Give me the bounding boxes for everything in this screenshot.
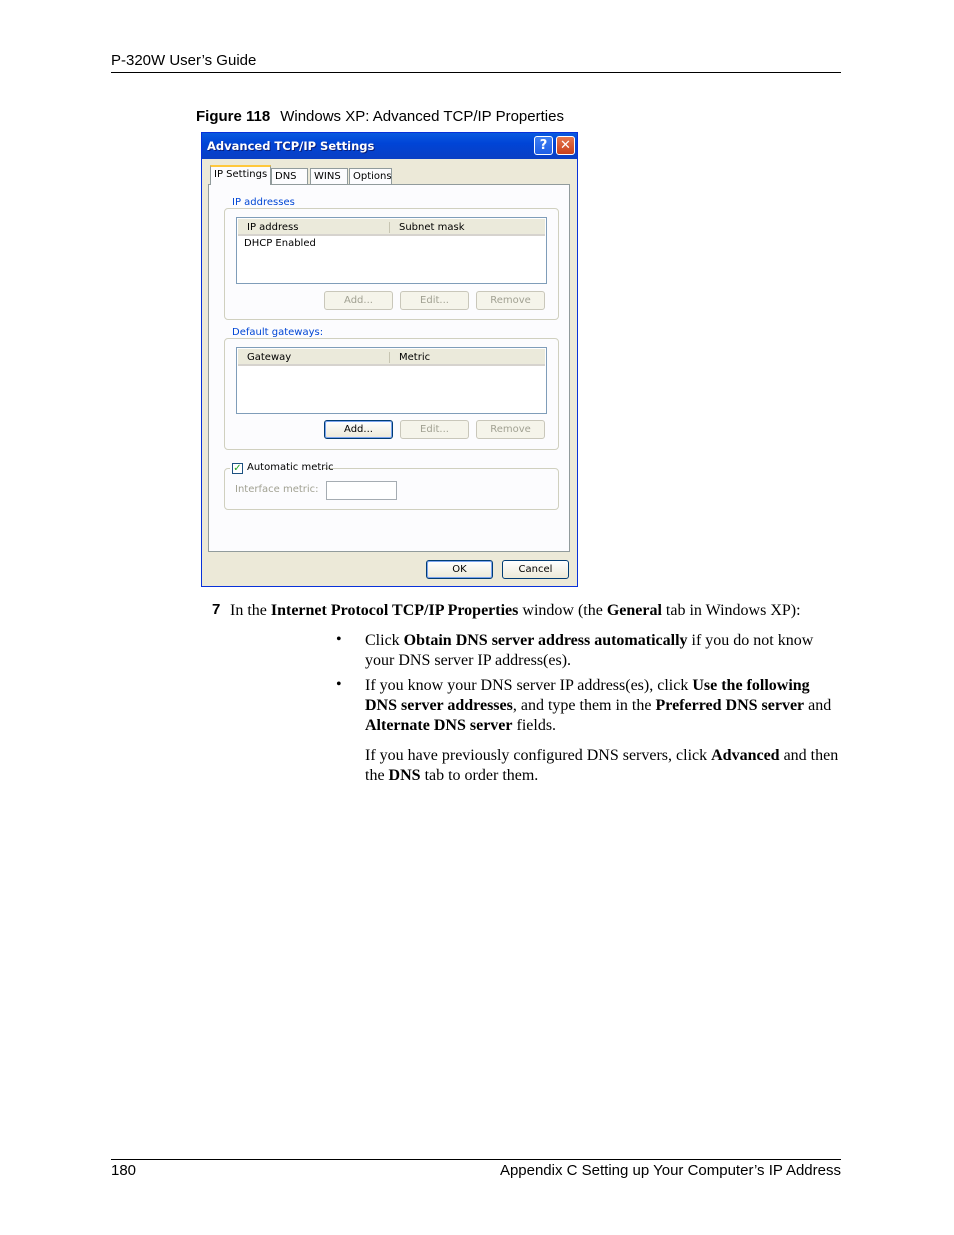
cancel-button[interactable]: Cancel bbox=[502, 560, 569, 579]
bullet-glyph: • bbox=[336, 631, 342, 648]
tab-options[interactable]: Options bbox=[349, 168, 392, 184]
gateway-remove-button[interactable]: Remove bbox=[476, 420, 545, 439]
advanced-note bbox=[365, 746, 841, 786]
ip-addresses-label: IP addresses bbox=[232, 197, 295, 208]
dialog-titlebar bbox=[202, 133, 577, 159]
column-gateway[interactable]: Gateway bbox=[247, 352, 292, 363]
advanced-tcpip-dialog bbox=[201, 132, 578, 587]
tab-ip-settings[interactable]: IP Settings bbox=[210, 165, 271, 185]
text-run: if you do not know your DNS server IP address(es). bbox=[365, 632, 814, 669]
bullet-obtain-dns bbox=[365, 631, 841, 671]
bold-run: Alternate DNS server bbox=[365, 717, 513, 734]
running-header: P-320W User’s Guide bbox=[111, 52, 257, 69]
ip-add-button[interactable]: Add... bbox=[324, 291, 393, 310]
automatic-metric-row bbox=[230, 462, 334, 476]
automatic-metric-label[interactable]: Automatic metric bbox=[247, 462, 334, 473]
footer-rule bbox=[111, 1159, 841, 1160]
bullet-use-following bbox=[365, 676, 841, 736]
ip-remove-button[interactable]: Remove bbox=[476, 291, 545, 310]
footer-section: Appendix C Setting up Your Computer’s IP Address bbox=[499, 1162, 841, 1179]
column-subnet-mask[interactable]: Subnet mask bbox=[399, 222, 465, 233]
gateway-list-header bbox=[238, 349, 545, 366]
text-run: fields. bbox=[512, 717, 557, 734]
column-separator bbox=[389, 222, 390, 233]
text-run: In the bbox=[230, 602, 271, 619]
page-number: 180 bbox=[111, 1162, 137, 1179]
ip-address-list[interactable] bbox=[236, 217, 547, 284]
step-number: 7 bbox=[212, 601, 221, 618]
bold-run: Obtain DNS server address automatically bbox=[403, 632, 688, 649]
text-run: , and type them in the bbox=[512, 697, 656, 714]
header-rule bbox=[111, 72, 841, 73]
text-run: tab in Windows XP): bbox=[661, 602, 801, 619]
close-button[interactable]: ✕ bbox=[556, 136, 575, 155]
help-button[interactable]: ? bbox=[534, 136, 553, 155]
figure-title: Windows XP: Advanced TCP/IP Properties bbox=[280, 108, 564, 125]
text-run: If you know your DNS server IP address(es), click bbox=[365, 677, 693, 694]
text-run: and then the bbox=[365, 747, 839, 784]
bold-run: Preferred DNS server bbox=[655, 697, 805, 714]
ip-edit-button[interactable]: Edit... bbox=[400, 291, 469, 310]
text-run: window (the bbox=[518, 602, 607, 619]
interface-metric-input[interactable] bbox=[326, 481, 397, 500]
text-run: If you have previously configured DNS servers, click bbox=[365, 747, 712, 764]
ip-list-header bbox=[238, 219, 545, 236]
bold-run: Internet Protocol TCP/IP Properties bbox=[270, 602, 519, 619]
text-run: tab to order them. bbox=[420, 767, 539, 784]
list-item[interactable]: DHCP Enabled bbox=[244, 238, 316, 249]
tab-dns[interactable]: DNS bbox=[271, 168, 308, 184]
text-run: and bbox=[804, 697, 832, 714]
step-text bbox=[230, 601, 801, 621]
automatic-metric-checkbox[interactable]: ✓ bbox=[233, 463, 242, 474]
figure-number: Figure 118 bbox=[196, 108, 271, 125]
gateway-edit-button[interactable]: Edit... bbox=[400, 420, 469, 439]
column-ip-address[interactable]: IP address bbox=[247, 222, 299, 233]
bold-run: General bbox=[606, 602, 662, 619]
interface-metric-label: Interface metric: bbox=[235, 484, 319, 495]
figure-caption bbox=[196, 108, 564, 125]
tab-wins[interactable]: WINS bbox=[310, 168, 348, 184]
gateway-add-button[interactable]: Add... bbox=[324, 420, 393, 439]
bold-run: Use the following DNS server addresses bbox=[365, 677, 810, 714]
dialog-title: Advanced TCP/IP Settings bbox=[207, 139, 375, 153]
ok-button[interactable]: OK bbox=[426, 560, 493, 579]
bold-run: DNS bbox=[388, 767, 421, 784]
bullet-glyph: • bbox=[336, 676, 342, 693]
default-gateways-label: Default gateways: bbox=[232, 327, 324, 338]
column-metric[interactable]: Metric bbox=[399, 352, 431, 363]
tab-panel bbox=[208, 184, 570, 552]
column-separator bbox=[389, 352, 390, 363]
gateway-list[interactable] bbox=[236, 347, 547, 414]
text-run: Click bbox=[365, 632, 404, 649]
bold-run: Advanced bbox=[711, 747, 780, 764]
